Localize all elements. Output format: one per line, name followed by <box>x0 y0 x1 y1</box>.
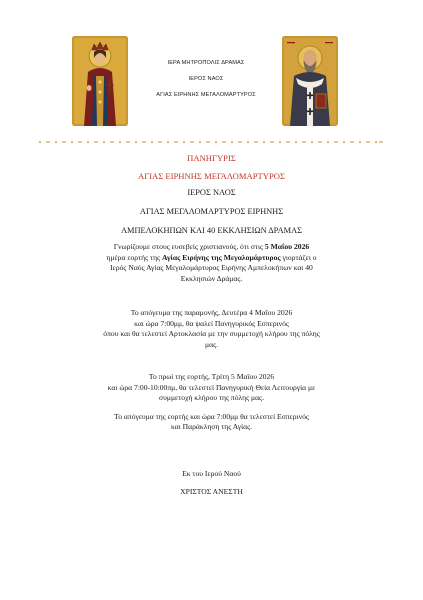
intro-text-4: Ιερός Ναός Αγίας Μεγαλομάρτυρος Ειρήνης Αμπελοκήπων και 40 <box>110 263 313 272</box>
morning-line-1: Το πρωί της εορτής, Τρίτη 5 Μαΐου 2026 <box>148 372 275 381</box>
eve-line-3: όπου και θα τελεστεί Αρτοκλασία με την συμμετοχή κλήρου της πόλης <box>103 329 320 338</box>
festival-heading: ΠΑΝΗΓΥΡΙΣ <box>187 153 236 163</box>
intro-text-2: ημέρα εορτής της <box>106 252 162 262</box>
temple-heading: ΙΕΡΟΣ ΝΑΟΣ <box>187 188 236 197</box>
evening-line-2: και Παράκληση της Αγίας. <box>170 422 253 431</box>
temple-full-name: ΑΓΙΑΣ ΜΕΓΑΛΟΜΑΡΤΥΡΟΣ ΕΙΡΗΝΗΣ <box>139 207 284 216</box>
saint-irene-icon <box>72 36 128 126</box>
temple-label: ΙΕΡΟΣ ΝΑΟΣ <box>188 76 224 82</box>
morning-line-3: συμμετοχή κλήρου της πόλης μας. <box>159 393 264 402</box>
header-block <box>135 55 277 103</box>
saint-bishop-icon <box>282 36 338 126</box>
eve-paragraph <box>40 308 383 350</box>
feast-date: 5 Μαΐου 2026 <box>264 242 310 251</box>
announcement-body <box>40 152 383 498</box>
intro-text-1: Γνωρίζουμε στους ευσεβείς χριστιανούς, ότι στις <box>113 242 265 251</box>
eve-line-2: και ώρα 7:00μμ, θα ψαλεί Πανηγυρικός Εσπερινός <box>134 318 289 328</box>
intro-text-5: Εκκλησιών Δράμας. <box>180 273 243 283</box>
easter-greeting: ΧΡΙΣΤΟΣ ΑΝΕΣΤΗ <box>180 487 243 496</box>
saint-heading: ΑΓΙΑΣ ΕΙΡΗΝΗΣ ΜΕΓΑΛΟΜΑΡΤΥΡΟΣ <box>138 171 285 181</box>
morning-paragraph <box>40 372 383 404</box>
intro-text-3: γιορτάζει ο <box>280 252 317 262</box>
ornamental-divider <box>38 139 384 145</box>
location-heading: ΑΜΠΕΛΟΚΗΠΩΝ ΚΑΙ 40 ΕΚΚΛΗΣΙΩΝ ΔΡΑΜΑΣ <box>121 226 302 235</box>
evening-line-1: Το απόγευμα της εορτής και ώρα 7:00μμ θα τελεστεί Εσπερινός <box>114 411 309 421</box>
morning-line-2: και ώρα 7:00-10:00πμ, θα τελεστεί Πανηγυρική Θεία Λειτουργία με <box>107 382 316 392</box>
signature-from: Εκ του Ιερού Ναού <box>182 468 241 478</box>
eve-line-4: μας. <box>205 339 218 349</box>
saint-name: Αγίας Ειρήνης της Μεγαλομάρτυρος <box>161 252 281 262</box>
temple-name: ΑΓΙΑΣ ΕΙΡΗΝΗΣ ΜΕΓΑΛΟΜΑΡΤΥΡΟΣ <box>156 92 256 98</box>
eve-line-1: Το απόγευμα της παραμονής, Δευτέρα 4 Μαΐου 2026 <box>130 308 293 317</box>
intro-paragraph <box>40 242 383 284</box>
evening-paragraph <box>40 412 383 433</box>
metropolis-name: ΙΕΡΑ ΜΗΤΡΟΠΟΛΙΣ ΔΡΑΜΑΣ <box>167 60 245 66</box>
